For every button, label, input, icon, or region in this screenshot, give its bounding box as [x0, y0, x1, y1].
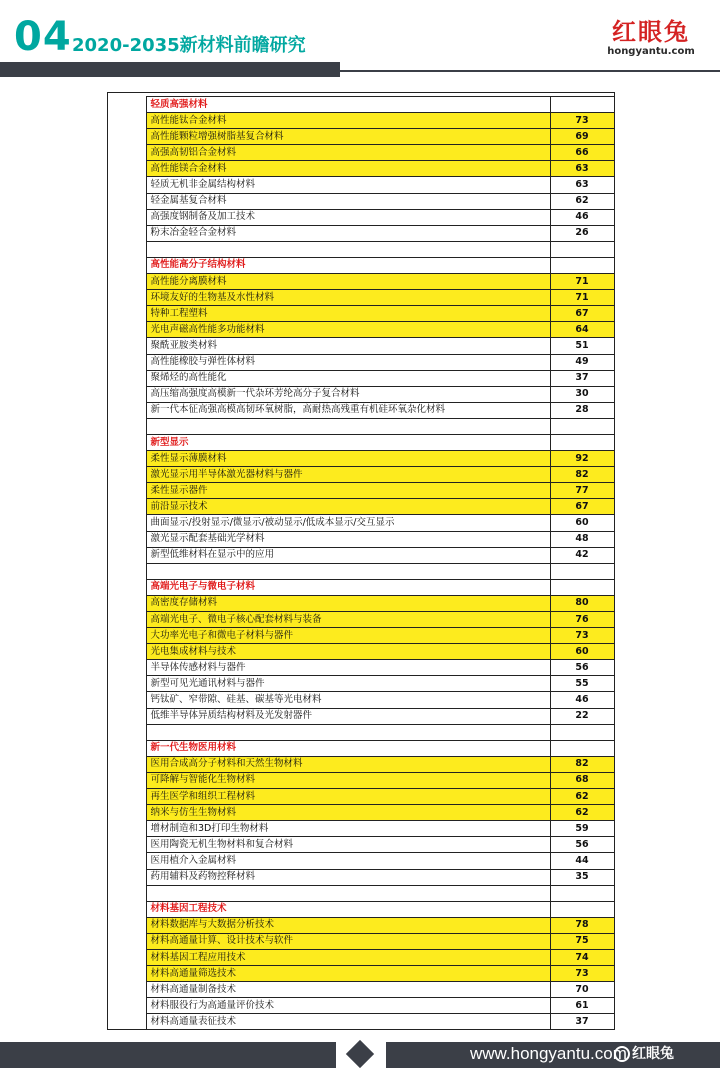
table-row: [116, 789, 614, 805]
material-score: 22: [550, 708, 614, 724]
table-row: [116, 402, 614, 418]
material-name: 光电集成材料与技术: [146, 644, 550, 660]
material-name: 高性能分离膜材料: [146, 274, 550, 290]
table-row: [116, 949, 614, 965]
blank-row: [116, 563, 614, 579]
row-spacer-cell: [116, 418, 146, 434]
row-spacer-cell: [116, 290, 146, 306]
material-name: 柔性显示器件: [146, 483, 550, 499]
material-score: 73: [550, 113, 614, 129]
material-name: 高性能镁合金材料: [146, 161, 550, 177]
material-score: [550, 241, 614, 257]
material-name: 高强高韧铝合金材料: [146, 145, 550, 161]
material-score: 30: [550, 386, 614, 402]
row-spacer-cell: [116, 322, 146, 338]
blank-row: [116, 418, 614, 434]
table-row: [116, 805, 614, 821]
material-name: 激光显示配套基础光学材料: [146, 531, 550, 547]
footer-url[interactable]: www.hongyantu.com: [470, 1044, 627, 1063]
table-row: [116, 612, 614, 628]
table-row: [116, 193, 614, 209]
row-spacer-cell: [116, 917, 146, 933]
material-name: 增材制造和3D打印生物材料: [146, 821, 550, 837]
material-name: 半导体传感材料与器件: [146, 660, 550, 676]
section-heading-row: [116, 901, 614, 917]
material-name: 高密度存储材料: [146, 595, 550, 611]
table-row: [116, 113, 614, 129]
materials-score-table: [116, 96, 615, 1030]
material-name: [146, 724, 550, 740]
material-score: 71: [550, 274, 614, 290]
section-title: 材料基因工程技术: [146, 901, 550, 917]
row-spacer-cell: [116, 612, 146, 628]
table-row: [116, 708, 614, 724]
row-spacer-cell: [116, 756, 146, 772]
row-spacer-cell: [116, 853, 146, 869]
table-row: [116, 644, 614, 660]
row-spacer-cell: [116, 467, 146, 483]
row-spacer-cell: [116, 483, 146, 499]
material-score: [550, 257, 614, 273]
material-score: [550, 724, 614, 740]
row-spacer-cell: [116, 772, 146, 788]
row-spacer-cell: [116, 499, 146, 515]
material-score: 37: [550, 1014, 614, 1030]
row-spacer-cell: [116, 515, 146, 531]
material-name: 医用合成高分子材料和天然生物材料: [146, 756, 550, 772]
row-spacer-cell: [116, 676, 146, 692]
material-score: 62: [550, 805, 614, 821]
material-score: 74: [550, 949, 614, 965]
chapter-number: 04: [14, 14, 72, 60]
material-name: 粉末冶金轻合金材料: [146, 225, 550, 241]
row-spacer-cell: [116, 145, 146, 161]
row-spacer-cell: [116, 949, 146, 965]
material-score: 63: [550, 177, 614, 193]
material-name: 聚烯烃的高性能化: [146, 370, 550, 386]
material-score: [550, 434, 614, 450]
material-score: 67: [550, 499, 614, 515]
row-spacer-cell: [116, 1014, 146, 1030]
material-name: 材料高通量筛选技术: [146, 966, 550, 982]
blank-row: [116, 724, 614, 740]
footer-watermark: 红眼兔: [632, 1046, 674, 1062]
row-spacer-cell: [116, 628, 146, 644]
material-score: 35: [550, 869, 614, 885]
material-name: 再生医学和组织工程材料: [146, 789, 550, 805]
brand-logo-text: 红眼兔: [612, 18, 690, 46]
row-spacer-cell: [116, 982, 146, 998]
table-row: [116, 515, 614, 531]
material-score: 82: [550, 756, 614, 772]
table-row: [116, 354, 614, 370]
table-row: [116, 322, 614, 338]
material-name: 高性能钛合金材料: [146, 113, 550, 129]
table-row: [116, 933, 614, 949]
material-name: 轻质无机非金属结构材料: [146, 177, 550, 193]
material-name: 材料高通量计算、设计技术与软件: [146, 933, 550, 949]
row-spacer-cell: [116, 708, 146, 724]
material-name: 激光显示用半导体激光器材料与器件: [146, 467, 550, 483]
table-row: [116, 386, 614, 402]
section-heading-row: [116, 579, 614, 595]
table-row: [116, 595, 614, 611]
table-row: [116, 982, 614, 998]
row-spacer-cell: [116, 998, 146, 1014]
row-spacer-cell: [116, 193, 146, 209]
row-spacer-cell: [116, 579, 146, 595]
row-spacer-cell: [116, 306, 146, 322]
header-divider: [340, 70, 720, 72]
material-score: 64: [550, 322, 614, 338]
table-row: [116, 209, 614, 225]
row-spacer-cell: [116, 370, 146, 386]
material-score: 48: [550, 531, 614, 547]
table-row: [116, 338, 614, 354]
material-score: 73: [550, 966, 614, 982]
table-row: [116, 821, 614, 837]
material-score: 60: [550, 515, 614, 531]
material-score: 66: [550, 145, 614, 161]
material-name: 医用植介入金属材料: [146, 853, 550, 869]
table-body: [116, 97, 614, 1030]
table-row: [116, 1014, 614, 1030]
table-row: [116, 917, 614, 933]
material-name: [146, 241, 550, 257]
material-score: 68: [550, 772, 614, 788]
row-spacer-cell: [116, 386, 146, 402]
table-row: [116, 853, 614, 869]
row-spacer-cell: [116, 644, 146, 660]
material-score: 62: [550, 789, 614, 805]
material-name: 材料基因工程应用技术: [146, 949, 550, 965]
section-heading-row: [116, 434, 614, 450]
table-row: [116, 660, 614, 676]
material-score: 55: [550, 676, 614, 692]
material-name: 柔性显示薄膜材料: [146, 451, 550, 467]
material-name: 材料数据库与大数据分析技术: [146, 917, 550, 933]
brand-logo-domain: hongyantu.com: [607, 46, 695, 57]
material-name: 材料服役行为高通量评价技术: [146, 998, 550, 1014]
table-row: [116, 628, 614, 644]
row-spacer-cell: [116, 547, 146, 563]
material-score: 49: [550, 354, 614, 370]
section-title: 高端光电子与微电子材料: [146, 579, 550, 595]
material-name: 聚酰亚胺类材料: [146, 338, 550, 354]
header-bar: [0, 62, 340, 77]
material-name: 高强度钢制备及加工技术: [146, 209, 550, 225]
material-name: 大功率光电子和微电子材料与器件: [146, 628, 550, 644]
row-spacer-cell: [116, 966, 146, 982]
blank-row: [116, 885, 614, 901]
row-spacer-cell: [116, 129, 146, 145]
table-row: [116, 676, 614, 692]
row-spacer-cell: [116, 225, 146, 241]
section-title: 高性能高分子结构材料: [146, 257, 550, 273]
row-spacer-cell: [116, 97, 146, 113]
table-row: [116, 306, 614, 322]
material-score: 77: [550, 483, 614, 499]
table-row: [116, 177, 614, 193]
table-row: [116, 483, 614, 499]
material-score: 82: [550, 467, 614, 483]
row-spacer-cell: [116, 789, 146, 805]
row-spacer-cell: [116, 241, 146, 257]
material-name: 可降解与智能化生物材料: [146, 772, 550, 788]
material-score: 60: [550, 644, 614, 660]
footer-bar-left: [0, 1042, 336, 1068]
material-name: 药用辅料及药物控释材料: [146, 869, 550, 885]
material-score: [550, 740, 614, 756]
row-spacer-cell: [116, 209, 146, 225]
table-row: [116, 451, 614, 467]
material-name: [146, 563, 550, 579]
material-name: 材料高通量表征技术: [146, 1014, 550, 1030]
table-row: [116, 290, 614, 306]
material-name: 环境友好的生物基及水性材料: [146, 290, 550, 306]
material-score: 63: [550, 161, 614, 177]
table-row: [116, 756, 614, 772]
material-score: 71: [550, 290, 614, 306]
material-score: 76: [550, 612, 614, 628]
row-spacer-cell: [116, 402, 146, 418]
material-score: [550, 563, 614, 579]
material-name: 高性能橡胶与弹性体材料: [146, 354, 550, 370]
material-name: 高压缩高强度高模新一代杂环芳纶高分子复合材料: [146, 386, 550, 402]
material-name: 新型低维材料在显示中的应用: [146, 547, 550, 563]
row-spacer-cell: [116, 660, 146, 676]
section-heading-row: [116, 257, 614, 273]
section-title: 轻质高强材料: [146, 97, 550, 113]
material-name: 新型可见光通讯材料与器件: [146, 676, 550, 692]
row-spacer-cell: [116, 869, 146, 885]
material-score: [550, 97, 614, 113]
material-name: 轻金属基复合材料: [146, 193, 550, 209]
material-score: [550, 885, 614, 901]
row-spacer-cell: [116, 177, 146, 193]
table-row: [116, 225, 614, 241]
material-name: [146, 885, 550, 901]
material-name: 曲面显示/投射显示/微显示/被动显示/低成本显示/交互显示: [146, 515, 550, 531]
page-footer: [0, 1040, 720, 1090]
row-spacer-cell: [116, 740, 146, 756]
material-score: [550, 901, 614, 917]
material-score: 56: [550, 660, 614, 676]
row-spacer-cell: [116, 257, 146, 273]
material-name: 材料高通量制备技术: [146, 982, 550, 998]
page-title: 2020-2035新材料前瞻研究: [72, 35, 306, 56]
material-name: 前沿显示技术: [146, 499, 550, 515]
blank-row: [116, 241, 614, 257]
section-title: 新一代生物医用材料: [146, 740, 550, 756]
row-spacer-cell: [116, 692, 146, 708]
table-row: [116, 772, 614, 788]
row-spacer-cell: [116, 274, 146, 290]
material-score: 73: [550, 628, 614, 644]
row-spacer-cell: [116, 933, 146, 949]
material-score: 75: [550, 933, 614, 949]
table-row: [116, 467, 614, 483]
row-spacer-cell: [116, 724, 146, 740]
material-score: 42: [550, 547, 614, 563]
material-name: 低维半导体异质结构材料及光发射器件: [146, 708, 550, 724]
material-score: 69: [550, 129, 614, 145]
material-score: [550, 418, 614, 434]
material-name: 高性能颗粒增强树脂基复合材料: [146, 129, 550, 145]
table-row: [116, 370, 614, 386]
brand-logo[interactable]: [596, 18, 706, 58]
row-spacer-cell: [116, 885, 146, 901]
material-score: 46: [550, 209, 614, 225]
material-name: 新一代本征高强高模高韧环氧树脂，高耐热高残重有机硅环氧杂化材料: [146, 402, 550, 418]
material-score: 28: [550, 402, 614, 418]
material-score: 59: [550, 821, 614, 837]
row-spacer-cell: [116, 837, 146, 853]
table-row: [116, 966, 614, 982]
table-row: [116, 499, 614, 515]
material-name: 特种工程塑料: [146, 306, 550, 322]
table-row: [116, 869, 614, 885]
material-score: 80: [550, 595, 614, 611]
material-name: 高端光电子、微电子核心配套材料与装备: [146, 612, 550, 628]
footer-diamond-icon: [346, 1040, 374, 1068]
material-score: 70: [550, 982, 614, 998]
table-row: [116, 274, 614, 290]
section-title: 新型显示: [146, 434, 550, 450]
material-score: [550, 579, 614, 595]
material-name: 光电声磁高性能多功能材料: [146, 322, 550, 338]
material-score: 51: [550, 338, 614, 354]
material-name: 纳米与仿生生物材料: [146, 805, 550, 821]
material-score: 56: [550, 837, 614, 853]
row-spacer-cell: [116, 901, 146, 917]
table-row: [116, 145, 614, 161]
row-spacer-cell: [116, 434, 146, 450]
material-score: 61: [550, 998, 614, 1014]
row-spacer-cell: [116, 595, 146, 611]
table-row: [116, 837, 614, 853]
page-header: [0, 0, 720, 80]
material-name: [146, 418, 550, 434]
row-spacer-cell: [116, 821, 146, 837]
row-spacer-cell: [116, 531, 146, 547]
row-spacer-cell: [116, 451, 146, 467]
material-score: 26: [550, 225, 614, 241]
row-spacer-cell: [116, 113, 146, 129]
section-heading-row: [116, 740, 614, 756]
table-row: [116, 998, 614, 1014]
material-score: 37: [550, 370, 614, 386]
material-name: 钙钛矿、窄带隙、硅基、碳基等光电材料: [146, 692, 550, 708]
table-row: [116, 692, 614, 708]
table-row: [116, 129, 614, 145]
material-score: 46: [550, 692, 614, 708]
material-score: 44: [550, 853, 614, 869]
table-row: [116, 161, 614, 177]
material-name: 医用陶瓷无机生物材料和复合材料: [146, 837, 550, 853]
row-spacer-cell: [116, 805, 146, 821]
row-spacer-cell: [116, 161, 146, 177]
row-spacer-cell: [116, 338, 146, 354]
table-row: [116, 547, 614, 563]
material-score: 92: [550, 451, 614, 467]
section-heading-row: [116, 97, 614, 113]
row-spacer-cell: [116, 354, 146, 370]
wechat-icon: [614, 1046, 630, 1062]
material-score: 67: [550, 306, 614, 322]
row-spacer-cell: [116, 563, 146, 579]
table-row: [116, 531, 614, 547]
material-score: 62: [550, 193, 614, 209]
material-score: 78: [550, 917, 614, 933]
